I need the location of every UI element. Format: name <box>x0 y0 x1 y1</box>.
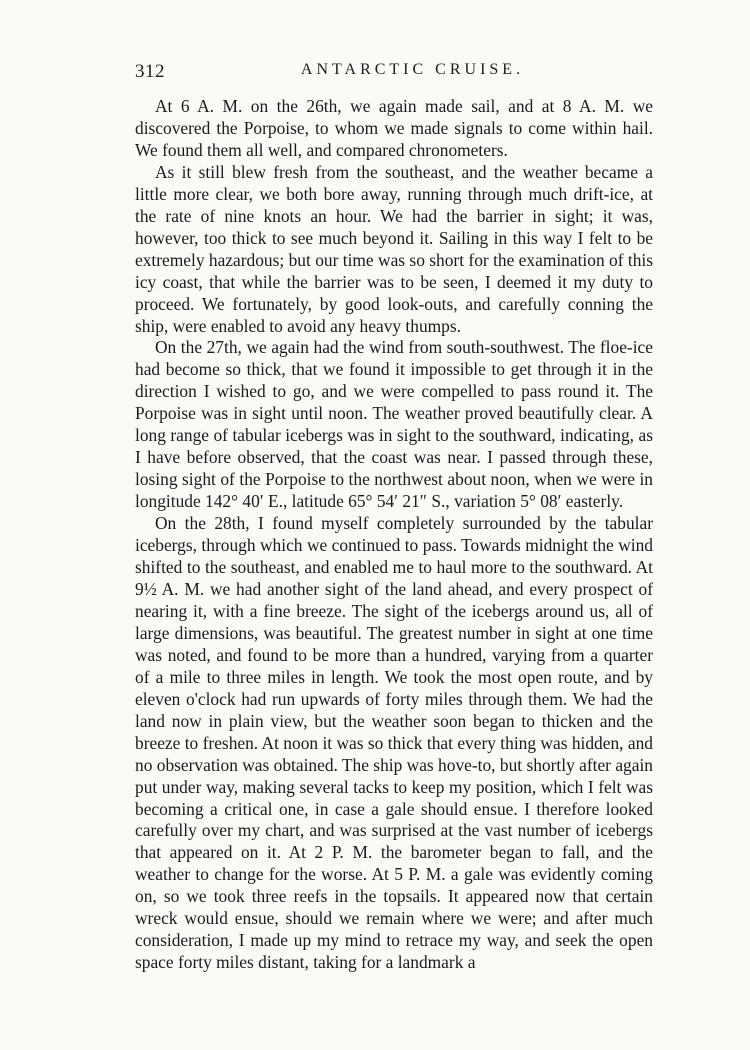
page-number: 312 <box>135 61 165 82</box>
paragraph-2: As it still blew fresh from the southeast, and the weather became a little more clear, we both bore away, running through much drift-ice, at the rate of nine knots an hour. We had the barrier in sight; it was, however, too thick to see much beyond it. Sailing in this way I felt to be extremely hazardous; but our time was so short for the examination of this icy coast, that while the barrier was to be seen, I deemed it my duty to proceed. We fortunately, by good look-outs, and carefully conning the ship, were enabled to avoid any heavy thumps. <box>135 161 653 336</box>
paragraph-4: On the 28th, I found myself completely surrounded by the tabular icebergs, through which we continued to pass. Towards midnight the wind shifted to the southeast, and enabled me to haul more to the southward. At 9½ A. M. we had another sight of the land ahead, and every prospect of nearing it, with a fine breeze. The sight of the icebergs around us, all of large dimensions, was beautiful. The greatest number in sight at one time was noted, and found to be more than a hundred, varying from a quarter of a mile to three miles in length. We took the most open route, and by eleven o'clock had run upwards of forty miles through them. We had the land now in plain view, but the weather soon began to thicken and the breeze to freshen. At noon it was so thick that every thing was hidden, and no observation was obtained. The ship was hove-to, but shortly after again put under way, making several tacks to keep my position, which I felt was becoming a critical one, in case a gale should ensue. I therefore looked carefully over my chart, and was surprised at the vast number of icebergs that appeared on it. At 2 P. M. the barometer began to fall, and the weather to change for the worse. At 5 P. M. a gale was evidently coming on, so we took three reefs in the topsails. It appeared now that certain wreck would ensue, should we remain where we were; and after much consideration, I made up my mind to retrace my way, and seek the open space forty miles distant, taking for a landmark a <box>135 513 653 973</box>
body-text <box>135 96 653 974</box>
paragraph-1: At 6 A. M. on the 26th, we again made sail, and at 8 A. M. we discovered the Porpoise, to whom we made signals to come within hail. We found them all well, and compared chronometers. <box>135 96 653 160</box>
paragraph-3: On the 27th, we again had the wind from south-southwest. The floe-ice had become so thick, that we found it impossible to get through it in the direction I wished to go, and we were compelled to pass round it. The Porpoise was in sight until noon. The weather proved beautifully clear. A long range of tabular icebergs was in sight to the southward, indicating, as I have before observed, that the coast was near. I passed through these, losing sight of the Porpoise to the northwest about noon, when we were in longitude 142° 40′ E., latitude 65° 54′ 21″ S., variation 5° 08′ easterly. <box>135 337 653 512</box>
running-title: ANTARCTIC CRUISE. <box>300 61 525 78</box>
page-header <box>135 61 670 87</box>
